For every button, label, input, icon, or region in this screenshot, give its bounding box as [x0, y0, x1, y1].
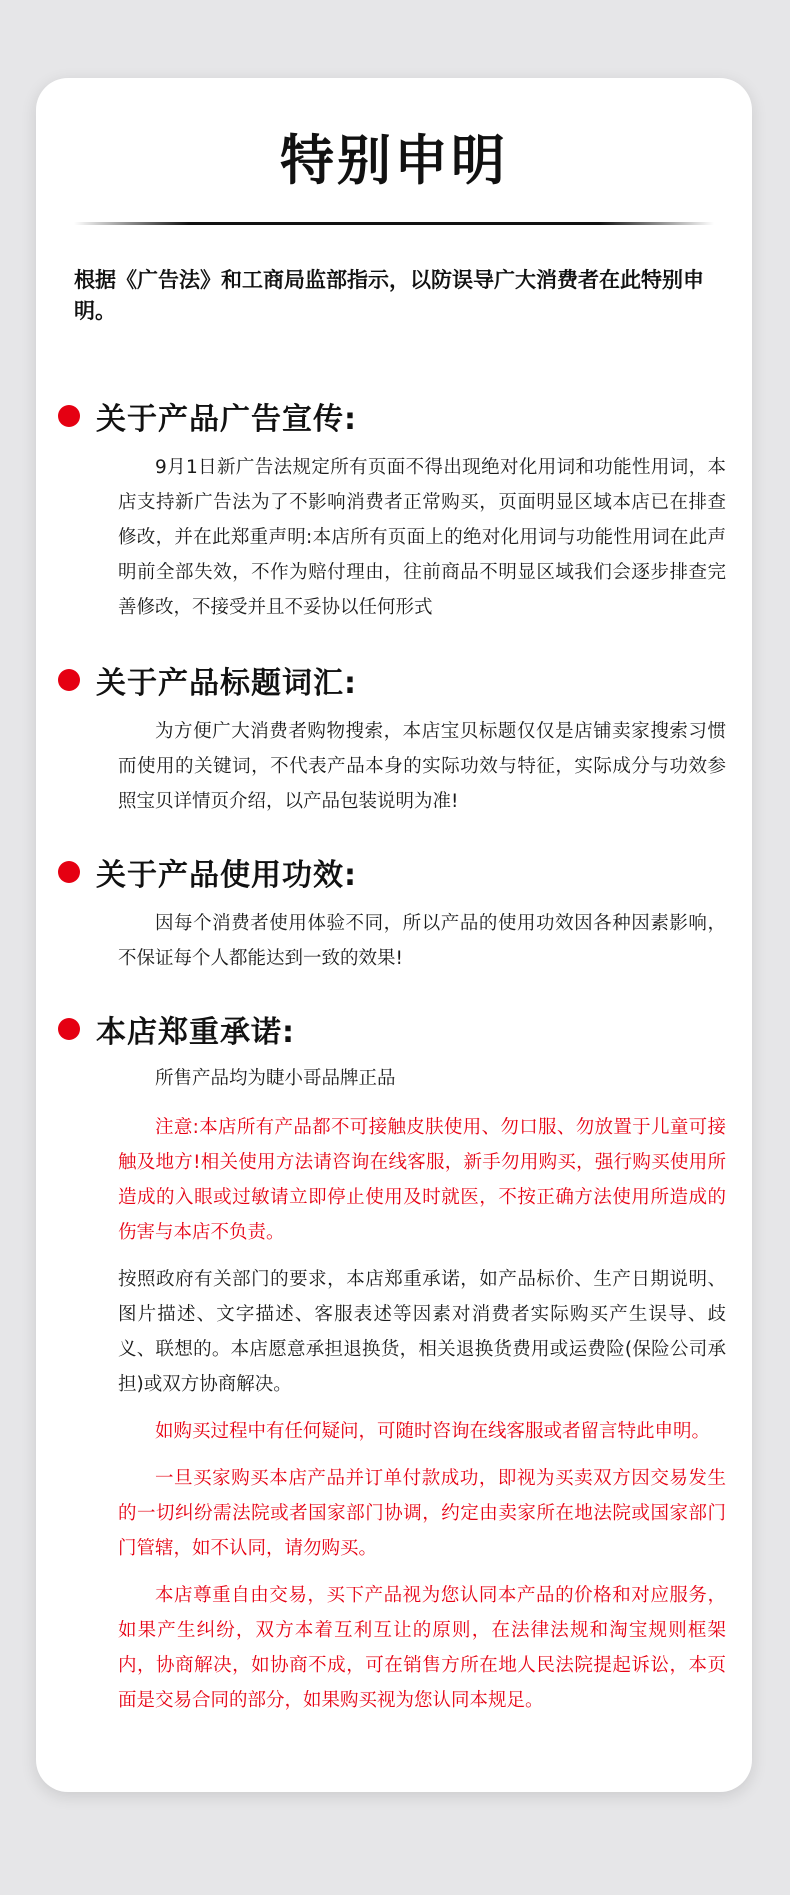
genuine-product-note: 所售产品均为睫小哥品牌正品	[155, 1068, 396, 1089]
title-divider	[74, 222, 714, 225]
intro-text: 根据《广告法》和工商局监部指示，以防误导广大消费者在此特别申明。	[74, 268, 704, 323]
section-paragraph: 9月1日新广告法规定所有页面不得出现绝对化用词和功能性用词，本店支持新广告法为了不影响消费者正常购买，页面明显区域本店已在排查修改，并在此郑重声明:本店所有页面上的绝对化用词与功能性用词在此声明前全部失效，不作为赔付理由，往前商品不明显区域我们会逐步排查完善修改，不接受并且不妥协以任何形式	[118, 457, 726, 618]
section-title: 关于产品广告宣传:	[96, 402, 357, 437]
section-title-words	[58, 658, 726, 819]
commitment-paragraph: 按照政府有关部门的要求，本店郑重承诺，如产品标价、生产日期说明、图片描述、文字描述、客服表述等因素对消费者实际购买产生误导、歧义、联想的。本店愿意承担退换货，相关退换货费用或运费险(保险公司承担)或双方协商解决。	[118, 1269, 726, 1395]
section-paragraph: 因每个消费者使用体验不同，所以产品的使用功效因各种因素影响，不保证每个人都能达到一致的效果!	[118, 913, 726, 969]
section-title: 关于产品标题词汇:	[96, 666, 357, 701]
section-usage-effect	[58, 850, 726, 976]
dispute-paragraph: 一旦买家购买本店产品并订单付款成功，即视为买卖双方因交易发生的一切纠纷需法院或者国家部门协调，约定由卖家所在地法院或国家部门门管辖，如不认同，请勿购买。	[118, 1468, 726, 1559]
section-paragraph: 为方便广大消费者购物搜索，本店宝贝标题仅仅是店铺卖家搜索习惯而使用的关键词，不代表产品本身的实际功效与特征，实际成分与功效参照宝贝详情页介绍，以产品包装说明为准!	[118, 721, 726, 812]
section-title: 关于产品使用功效:	[96, 858, 357, 893]
section-header	[58, 1007, 726, 1051]
bullet-dot-icon	[58, 405, 80, 427]
section-header	[58, 850, 726, 894]
section-ad-promotion	[58, 394, 726, 625]
bullet-dot-icon	[58, 669, 80, 691]
bullet-dot-icon	[58, 1018, 80, 1040]
warning-paragraph: 注意:本店所有产品都不可接触皮肤使用、勿口服、勿放置于儿童可接触及地方!相关使用方法请咨询在线客服，新手勿用购买，强行购买使用所造成的入眼或过敏请立即停止使用及时就医，不按正确方法使用所造成的伤害与本店不负责。	[118, 1117, 726, 1243]
statement-card	[36, 78, 752, 1792]
section-header	[58, 658, 726, 702]
page-title: 特别申明	[280, 129, 508, 192]
bullet-dot-icon	[58, 861, 80, 883]
inquiry-paragraph: 如购买过程中有任何疑问，可随时咨询在线客服或者留言特此申明。	[155, 1421, 711, 1442]
section-title: 本店郑重承诺:	[96, 1015, 295, 1050]
section-store-commitment	[58, 1007, 726, 1718]
section-header	[58, 394, 726, 438]
free-trade-paragraph: 本店尊重自由交易，买下产品视为您认同本产品的价格和对应服务，如果产生纠纷，双方本着互利互让的原则，在法律法规和淘宝规则框架内，协商解决，如协商不成，可在销售方所在地人民法院提起诉讼，本页面是交易合同的部分，如果购买视为您认同本规足。	[118, 1585, 726, 1711]
